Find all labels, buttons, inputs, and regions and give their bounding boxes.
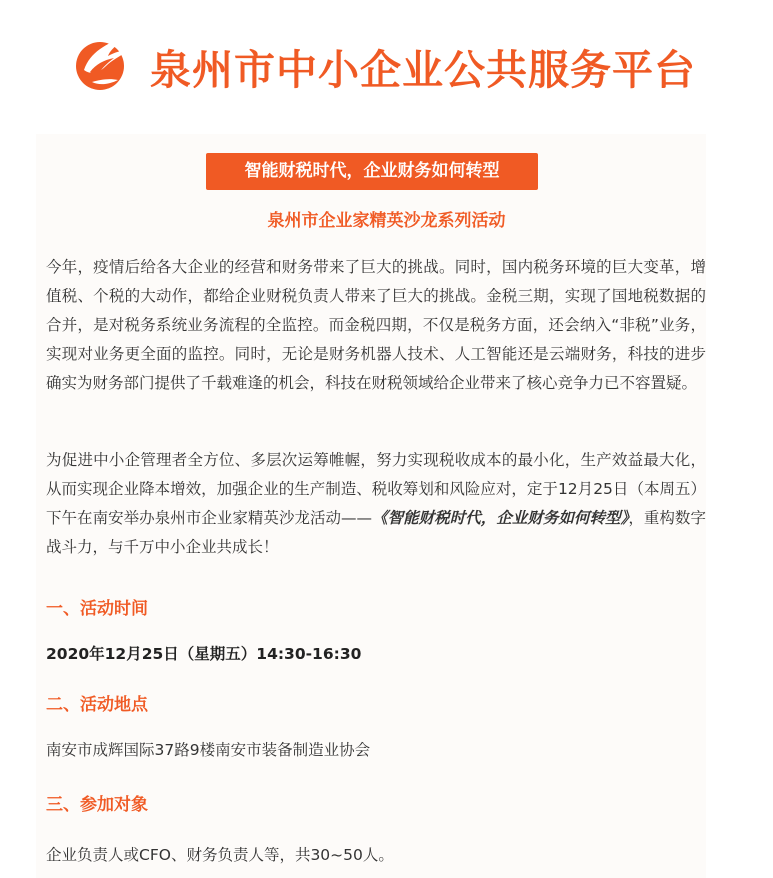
purpose-paragraph [46, 446, 706, 562]
section-heading-location: 二、活动地点 [46, 695, 148, 715]
event-time: 2020年12月25日（星期五）14:30-16:30 [46, 645, 362, 663]
event-location: 南安市成辉国际37路9楼南安市装备制造业协会 [46, 741, 371, 759]
platform-logo-text: 泉州市中小企业公共服务平台 [150, 46, 696, 94]
section-heading-time: 一、活动时间 [46, 599, 148, 619]
event-audience: 企业负责人或CFO、财务负责人等，共30~50人。 [46, 846, 394, 864]
event-title-banner: 智能财税时代，企业财务如何转型 [206, 153, 538, 190]
event-name-highlight: 《智能财税时代，企业财务如何转型》 [372, 509, 629, 527]
phoenix-logo-icon [70, 30, 134, 94]
purpose-text-end: ，重构数字战斗力，与千万中小企业共成长！ [46, 509, 706, 556]
event-subtitle: 泉州市企业家精英沙龙系列活动 [267, 211, 506, 231]
intro-paragraph: 今年，疫情后给各大企业的经营和财务带来了巨大的挑战。同时，国内税务环境的巨大变革，增值税、个税的大动作，都给企业财税负责人带来了巨大的挑战。金税三期，实现了国地税数据的合并，是对税务系统业务流程的全监控。而金税四期，不仅是税务方面，还会纳入“非税”业务，实现对业务更全面的监控。同时，无论是财务机器人技术、人工智能还是云端财务，科技的进步确实为财务部门提供了千载难逢的机会，科技在财税领域给企业带来了核心竞争力已不容置疑。 [46, 258, 706, 392]
section-heading-audience: 三、参加对象 [46, 795, 148, 815]
header [0, 0, 773, 130]
purpose-text: 为促进中小企管理者全方位、多层次运筹帷幄，努力实现税收成本的最小化，生产效益最大化，从而实现企业降本增效，加强企业的生产制造、税收筹划和风险应对，定于12月25日（本周五）下午在南安举办泉州市企业家精英沙龙活动—— [46, 451, 706, 527]
